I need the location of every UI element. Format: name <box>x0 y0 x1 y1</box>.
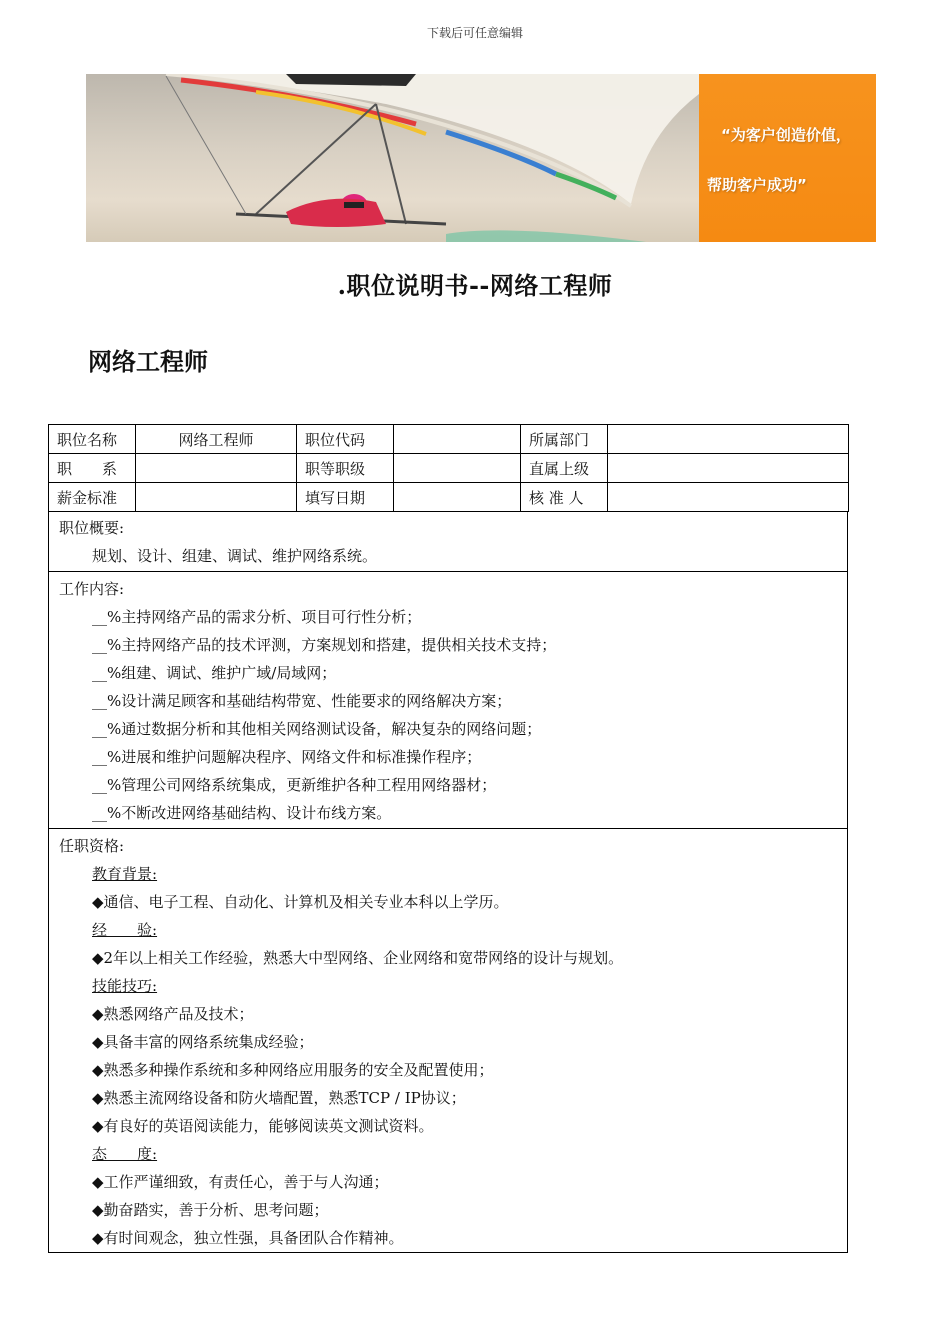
duties-section <box>48 572 848 829</box>
overview-section <box>48 511 848 572</box>
education-heading: 教育背景: <box>92 865 158 883</box>
salary-label: 薪金标准 <box>49 483 136 512</box>
job-family-value <box>136 454 297 483</box>
position-code-value <box>394 425 521 454</box>
experience-heading: 经 验: <box>92 921 158 939</box>
duty-item: __%管理公司网络系统集成，更新维护各种工程用网络器材； <box>92 776 497 794</box>
slogan-panel <box>699 74 876 242</box>
skill-item: ◆具备丰富的网络系统集成经验； <box>92 1033 314 1051</box>
qualifications-label: 任职资格: <box>59 837 125 855</box>
duty-item: __%通过数据分析和其他相关网络测试设备，解决复杂的网络问题； <box>92 720 542 738</box>
duty-item: __%组建、调试、维护广域/局域网； <box>92 664 337 682</box>
skill-item: ◆熟悉主流网络设备和防火墙配置，熟悉TCP / IP协议； <box>92 1089 466 1107</box>
duty-item: __%不断改进网络基础结构、设计布线方案。 <box>92 804 392 822</box>
grade-label: 职等职级 <box>297 454 394 483</box>
fill-date-label: 填写日期 <box>297 483 394 512</box>
overview-label: 职位概要: <box>59 519 125 537</box>
table-row <box>49 483 849 512</box>
banner <box>86 74 876 242</box>
duty-item: __%进展和维护问题解决程序、网络文件和标准操作程序； <box>92 748 482 766</box>
slogan-line-1: “为客户创造价值， <box>721 126 851 144</box>
experience-item: ◆2年以上相关工作经验，熟悉大中型网络、企业网络和宽带网络的设计与规划。 <box>92 949 624 967</box>
table-row <box>49 454 849 483</box>
supervisor-label: 直属上级 <box>521 454 608 483</box>
attitude-item: ◆工作严谨细致，有责任心，善于与人沟通； <box>92 1173 389 1191</box>
education-item: ◆通信、电子工程、自动化、计算机及相关专业本科以上学历。 <box>92 893 509 911</box>
department-label: 所属部门 <box>521 425 608 454</box>
attitude-heading: 态 度: <box>92 1145 158 1163</box>
approver-label: 核 准 人 <box>521 483 608 512</box>
hang-glider-illustration <box>86 74 699 242</box>
position-code-label: 职位代码 <box>297 425 394 454</box>
table-row <box>49 425 849 454</box>
skill-item: ◆熟悉多种操作系统和多种网络应用服务的安全及配置使用； <box>92 1061 494 1079</box>
attitude-item: ◆勤奋踏实，善于分析、思考问题； <box>92 1201 329 1219</box>
header-note: 下载后可任意编辑 <box>426 26 523 40</box>
position-name-value: 网络工程师 <box>136 425 297 454</box>
overview-text: 规划、设计、组建、调试、维护网络系统。 <box>92 547 378 565</box>
skill-item: ◆有良好的英语阅读能力，能够阅读英文测试资料。 <box>92 1117 434 1135</box>
approver-value <box>608 483 849 512</box>
duty-item: __%主持网络产品的需求分析、项目可行性分析； <box>92 608 422 626</box>
department-value <box>608 425 849 454</box>
fill-date-value <box>394 483 521 512</box>
job-family-label: 职 系 <box>49 454 136 483</box>
hang-glider-photo <box>86 74 699 242</box>
salary-value <box>136 483 297 512</box>
duties-label: 工作内容: <box>59 580 125 598</box>
qualifications-section <box>48 829 848 1253</box>
section-title: 网络工程师 <box>88 347 208 376</box>
duty-item: __%设计满足顾客和基础结构带宽、性能要求的网络解决方案； <box>92 692 512 710</box>
supervisor-value <box>608 454 849 483</box>
skill-item: ◆熟悉网络产品及技术； <box>92 1005 254 1023</box>
attitude-item: ◆有时间观念，独立性强，具备团队合作精神。 <box>92 1229 404 1247</box>
position-info-table <box>48 424 849 512</box>
grade-value <box>394 454 521 483</box>
skills-heading: 技能技巧: <box>92 977 158 995</box>
document-title: .职位说明书--网络工程师 <box>337 271 613 300</box>
slogan-line-2: 帮助客户成功” <box>707 176 807 194</box>
duty-item: __%主持网络产品的技术评测，方案规划和搭建，提供相关技术支持； <box>92 636 557 654</box>
position-name-label: 职位名称 <box>49 425 136 454</box>
